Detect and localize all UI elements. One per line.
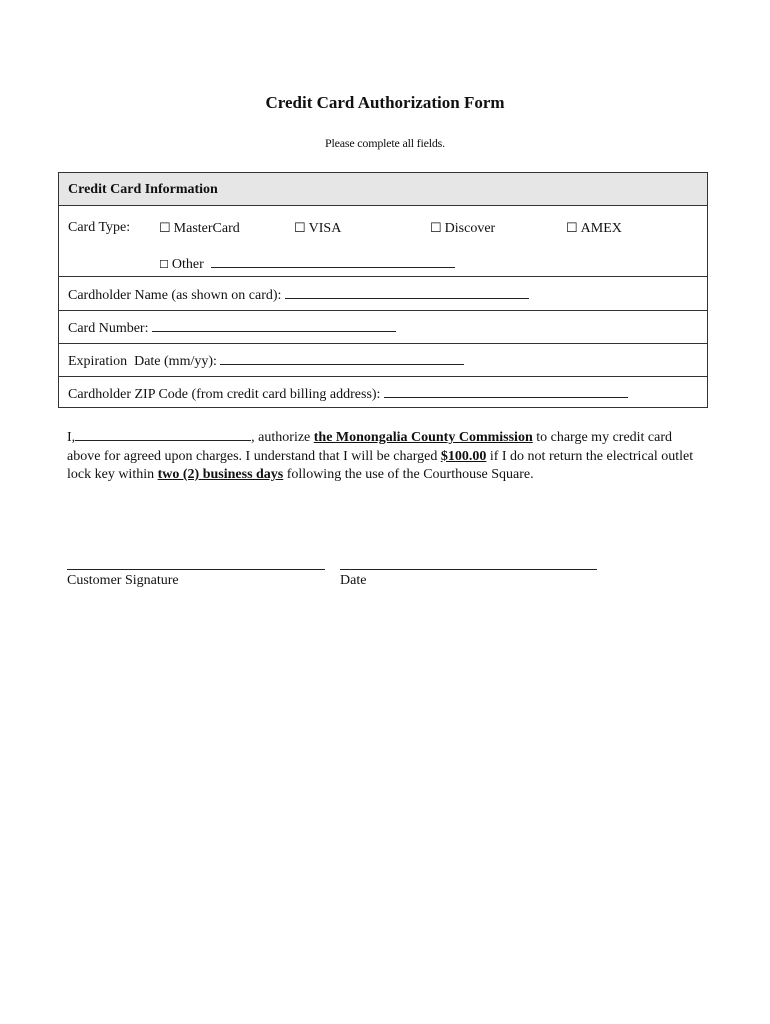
option-mastercard[interactable] bbox=[159, 220, 240, 237]
auth-prefix: I, bbox=[67, 430, 76, 445]
cardholder-name-row bbox=[59, 276, 707, 310]
card-number-label: Card Number: bbox=[68, 321, 149, 336]
zip-field[interactable] bbox=[384, 385, 628, 398]
other-checkbox[interactable]: ☐ bbox=[159, 259, 169, 271]
option-amex[interactable] bbox=[566, 220, 622, 237]
authorization-paragraph bbox=[67, 428, 697, 485]
other-label: Other bbox=[171, 257, 204, 272]
card-type-row bbox=[59, 206, 707, 276]
expiration-label: Expiration Date (mm/yy): bbox=[68, 354, 217, 369]
date-label: Date bbox=[340, 573, 367, 588]
auth-text-3: following the use of the Courthouse Square. bbox=[283, 467, 534, 482]
expiration-row bbox=[59, 343, 707, 376]
auth-text-1: to charge my credit card above for agreed upon charges. I understand that I will be charged bbox=[67, 430, 673, 464]
section-header bbox=[59, 173, 707, 206]
discover-checkbox[interactable]: ☐ bbox=[430, 220, 442, 235]
discover-label: Discover bbox=[444, 221, 496, 236]
charge-amount: $100.00 bbox=[440, 448, 487, 464]
visa-label: VISA bbox=[308, 221, 342, 236]
option-discover[interactable] bbox=[430, 220, 495, 237]
mastercard-checkbox[interactable]: ☐ bbox=[159, 220, 171, 235]
auth-text-2: if I do not return the electrical outlet lock key within bbox=[67, 448, 694, 482]
credit-card-info-table bbox=[58, 172, 708, 408]
authorizer-name-field[interactable] bbox=[75, 428, 251, 441]
zip-row bbox=[59, 376, 707, 407]
commission-name: the Monongalia County Commission bbox=[313, 430, 533, 445]
amex-checkbox[interactable]: ☐ bbox=[566, 220, 578, 235]
section-header-label: Credit Card Information bbox=[68, 182, 218, 197]
signature-line[interactable] bbox=[67, 569, 325, 570]
cardholder-name-field[interactable] bbox=[285, 286, 529, 299]
other-field[interactable] bbox=[211, 255, 455, 268]
cardholder-name-label: Cardholder Name (as shown on card): bbox=[68, 288, 282, 303]
signature-label: Customer Signature bbox=[67, 573, 179, 588]
date-line[interactable] bbox=[340, 569, 597, 570]
option-visa[interactable] bbox=[294, 220, 341, 237]
mastercard-label: MasterCard bbox=[173, 221, 240, 236]
amex-label: AMEX bbox=[580, 221, 622, 236]
return-deadline: two (2) business days bbox=[157, 467, 284, 482]
zip-label: Cardholder ZIP Code (from credit card billing address): bbox=[68, 387, 381, 402]
auth-authorize: , authorize bbox=[251, 430, 314, 445]
card-number-field[interactable] bbox=[152, 319, 396, 332]
visa-checkbox[interactable]: ☐ bbox=[294, 220, 306, 235]
form-subtitle: Please complete all fields. bbox=[325, 136, 445, 150]
option-other[interactable] bbox=[159, 255, 455, 273]
expiration-field[interactable] bbox=[220, 352, 464, 365]
form-title: Credit Card Authorization Form bbox=[265, 93, 505, 112]
card-type-label: Card Type: bbox=[68, 220, 131, 235]
card-number-row bbox=[59, 310, 707, 343]
